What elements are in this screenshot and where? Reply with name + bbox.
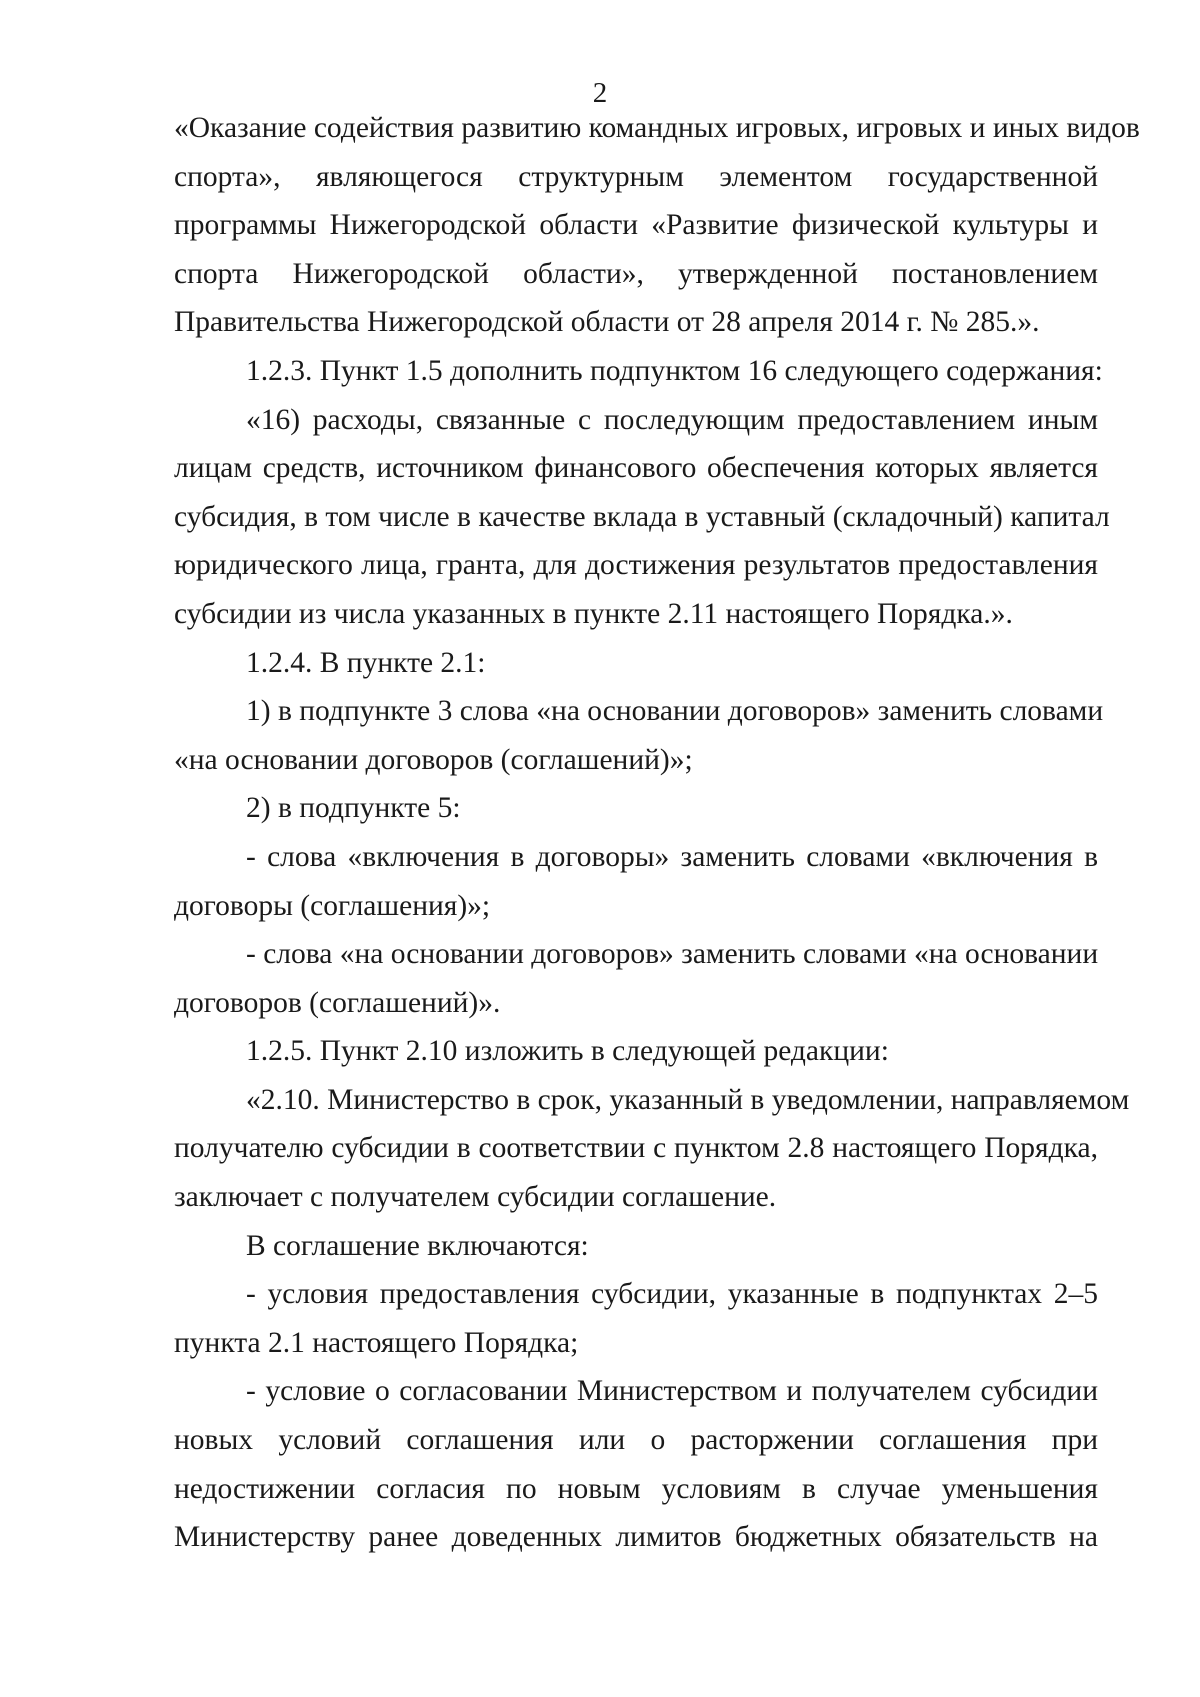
text-line: «на основании договоров (соглашений)»; bbox=[174, 743, 693, 776]
document-body bbox=[174, 111, 1140, 1569]
text-line: - условие о согласовании Министерством и получателем субсидии bbox=[246, 1375, 1098, 1408]
text-line: 1) в подпункте 3 слова «на основании договоров» заменить словами bbox=[246, 695, 1104, 728]
text-line: спорта Нижегородской области», утвержденной постановлением bbox=[174, 257, 1098, 290]
text-line: 1.2.3. Пункт 1.5 дополнить подпунктом 16 следующего содержания: bbox=[246, 354, 1103, 387]
text-line: «16) расходы, связанные с последующим предоставлением иным bbox=[246, 403, 1098, 436]
text-line: юридического лица, гранта, для достижения результатов предоставления bbox=[174, 549, 1098, 582]
text-line: спорта», являющегося структурным элементом государственной bbox=[174, 160, 1098, 193]
text-line: «Оказание содействия развитию командных игровых, игровых и иных видов bbox=[174, 112, 1140, 144]
text-line: Правительства Нижегородской области от 28 апреля 2014 г. № 285.». bbox=[174, 306, 1040, 339]
text-line: 1.2.4. В пункте 2.1: bbox=[246, 646, 486, 679]
text-line: лицам средств, источником финансового обеспечения которых является bbox=[174, 452, 1098, 485]
text-line: договоры (соглашения)»; bbox=[174, 889, 491, 922]
text-line: 2) в подпункте 5: bbox=[246, 792, 461, 825]
text-line: - слова «включения в договоры» заменить словами «включения в bbox=[246, 840, 1098, 873]
text-line: 1.2.5. Пункт 2.10 изложить в следующей редакции: bbox=[246, 1035, 889, 1068]
text-line: недостижении согласия по новым условиям в случае уменьшения bbox=[174, 1472, 1098, 1505]
text-line: субсидия, в том числе в качестве вклада в уставный (складочный) капитал bbox=[174, 500, 1110, 533]
text-line: В соглашение включаются: bbox=[246, 1229, 589, 1262]
text-line: договоров (соглашений)». bbox=[174, 986, 501, 1019]
text-line: получателю субсидии в соответствии с пунктом 2.8 настоящего Порядка, bbox=[174, 1132, 1098, 1165]
text-line: заключает с получателем субсидии соглашение. bbox=[174, 1181, 777, 1214]
text-line: новых условий соглашения или о расторжении соглашения при bbox=[174, 1424, 1098, 1457]
text-line: пункта 2.1 настоящего Порядка; bbox=[174, 1326, 579, 1359]
text-line: «2.10. Министерство в срок, указанный в уведомлении, направляемом bbox=[246, 1083, 1130, 1116]
text-line: - слова «на основании договоров» заменить словами «на основании bbox=[246, 938, 1099, 971]
text-line: Министерству ранее доведенных лимитов бюджетных обязательств на bbox=[174, 1521, 1098, 1554]
text-line: - условия предоставления субсидии, указанные в подпунктах 2–5 bbox=[246, 1278, 1098, 1311]
page-number: 2 bbox=[592, 77, 608, 109]
text-line: субсидии из числа указанных в пункте 2.11 настоящего Порядка.». bbox=[174, 597, 1013, 630]
text-line: программы Нижегородской области «Развитие физической культуры и bbox=[174, 209, 1098, 242]
